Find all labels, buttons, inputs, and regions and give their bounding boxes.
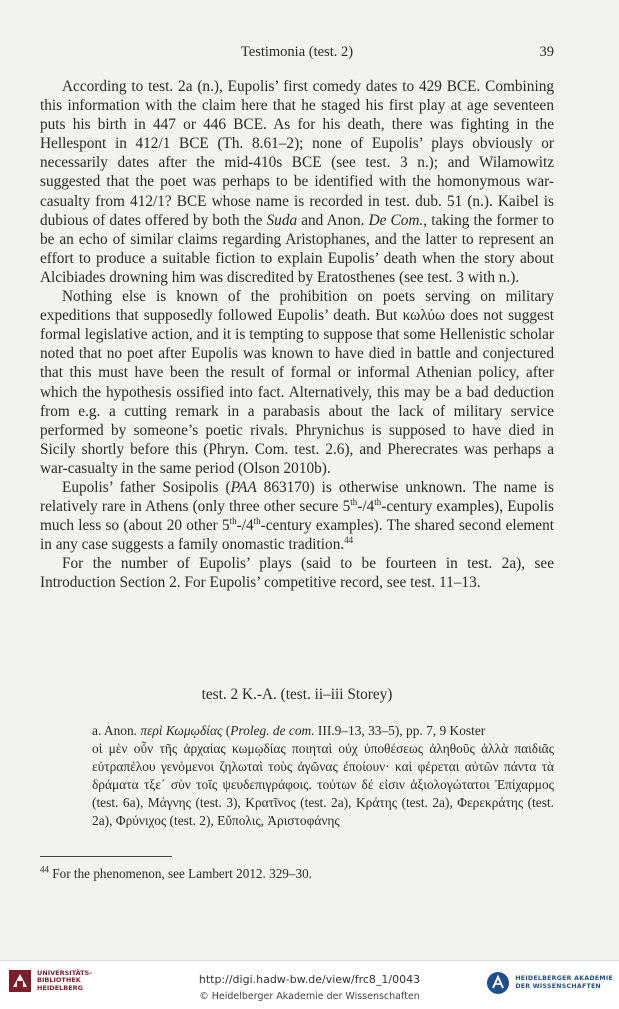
paragraph-3: Eupolis’ father Sosipolis (PAA 863170) is otherwise unknown. The name is relatively rare in Athens (only three other secure 5th-/4th-century examples), Eupolis much less so (about 20 other 5th-/4th-century examples). The shared second element in any case suggests a family onomastic tradition.$^{44}$ bbox=[40, 478, 555, 554]
footnote-number: 44 bbox=[40, 864, 49, 875]
footnote-text: For the phenomenon, see Lambert 2012. 329–30. bbox=[52, 866, 312, 881]
footnote bbox=[40, 866, 554, 882]
testimonium-2a bbox=[92, 722, 554, 830]
academy-logo[interactable] bbox=[486, 971, 613, 995]
academy-emblem-icon bbox=[486, 971, 510, 995]
body-text bbox=[40, 77, 554, 593]
testimonium-greek-text: οἱ μὲν οὖν τῆς ἀρχαίας κωμῳδίας ποιηταὶ οὐχ ὑποθέσεως ἀληθοῦς ἀλλὰ παιδιᾶς εὐτραπέλου γενόμενοι ζηλωταὶ τοὺς ἀγῶνας ἐποίουν· καὶ φέρεται αὐτῶν πάντα τὰ δράματα τξε´ σὺν τοῖς ψευδεπιγράφοις. τούτων δέ εἰσιν ἀξιολογώτατοι Ἐπίχαρμος (test. 6a), Μάγνης (test. 3), Κρατῖνος (test. 2a), Κράτης (test. 2a), Φερεκράτης (test. 2a), Φρύνιχος (test. 2), Εὔπολις, Ἀριστοφάνης bbox=[92, 741, 554, 828]
page-number: 39 bbox=[539, 44, 554, 60]
paragraph-1: According to test. 2a (n.), Eupolis’ first comedy dates to 429 BCE. Combining this information with the claim here that he staged his first play at age seventeen puts his birth in 447 or 446 BCE. As for his death, there was fighting in the Hellespont in 412/1 BCE (Th. 8.61–2); none of Eupolis’ plays obviously or necessarily dates after the mid-410s BCE (see test. 3 n.); and Wilamowitz suggested that the poet was perhaps to be identified with the homonymous war-casualty from 412/1? BCE whose name is recorded in test. dub. 51 (n.). Kaibel is dubious of dates offered by both the Suda and Anon. De Com., taking the former to be an echo of similar claims regarding Aristophanes, and the latter to represent an effort to produce a suitable fiction to explain Eupolis’ death when the story about Alcibiades drowning him was discredited by Eratosthenes (see test. 3 with n.). bbox=[40, 78, 554, 286]
viewer-footer bbox=[0, 960, 619, 1009]
testimonium-source: a. Anon. περὶ Κωμῳδίας (Proleg. de com. III.9–13, 33–5), pp. 7, 9 Koster bbox=[92, 723, 486, 738]
section-heading: test. 2 K.-A. (test. ii–iii Storey) bbox=[201, 686, 393, 703]
running-title: Testimonia (test. 2) bbox=[240, 44, 354, 60]
copyright-notice: © Heidelberger Akademie der Wissenschaften bbox=[199, 991, 420, 1002]
footnote-rule bbox=[40, 856, 172, 857]
paragraph-4: For the number of Eupolis’ plays (said to be fourteen in test. 2a), see Introduction Section 2. For Eupolis’ competitive record, see test. 11–13. bbox=[40, 555, 554, 592]
paragraph-2: Nothing else is known of the prohibition on poets serving on military expeditions that supposedly followed Eupolis’ death. But κωλύω does not suggest formal legislative action, and it is tempting to suppose that some Hellenistic scholar noted that no poet after Eupolis was known to have died in battle and conjectured that this must have been the result of formal or informal Athenian policy, after which the hypothesis ossified into fact. Alternatively, this may be a bad deduction from e.g. a cutting remark in a parabasis about the lack of military service performed by someone’s poetic rivals. Phrynichus is supposed to have died in Sicily shortly before this (Phryn. Com. test. 2.6), and Pherecrates was perhaps a war-casualty in the same period (Olson 2010b). bbox=[40, 288, 554, 477]
footnote-ref[interactable]: 44 bbox=[344, 535, 354, 546]
university-library-text: UNIVERSITÄTS- BIBLIOTHEK HEIDELBERG bbox=[37, 968, 92, 992]
permalink-url[interactable]: http://digi.hadw-bw.de/view/frc8_1/0043 bbox=[198, 973, 421, 986]
academy-text: HEIDELBERGER AKADEMIE DER WISSENSCHAFTEN bbox=[515, 975, 613, 990]
